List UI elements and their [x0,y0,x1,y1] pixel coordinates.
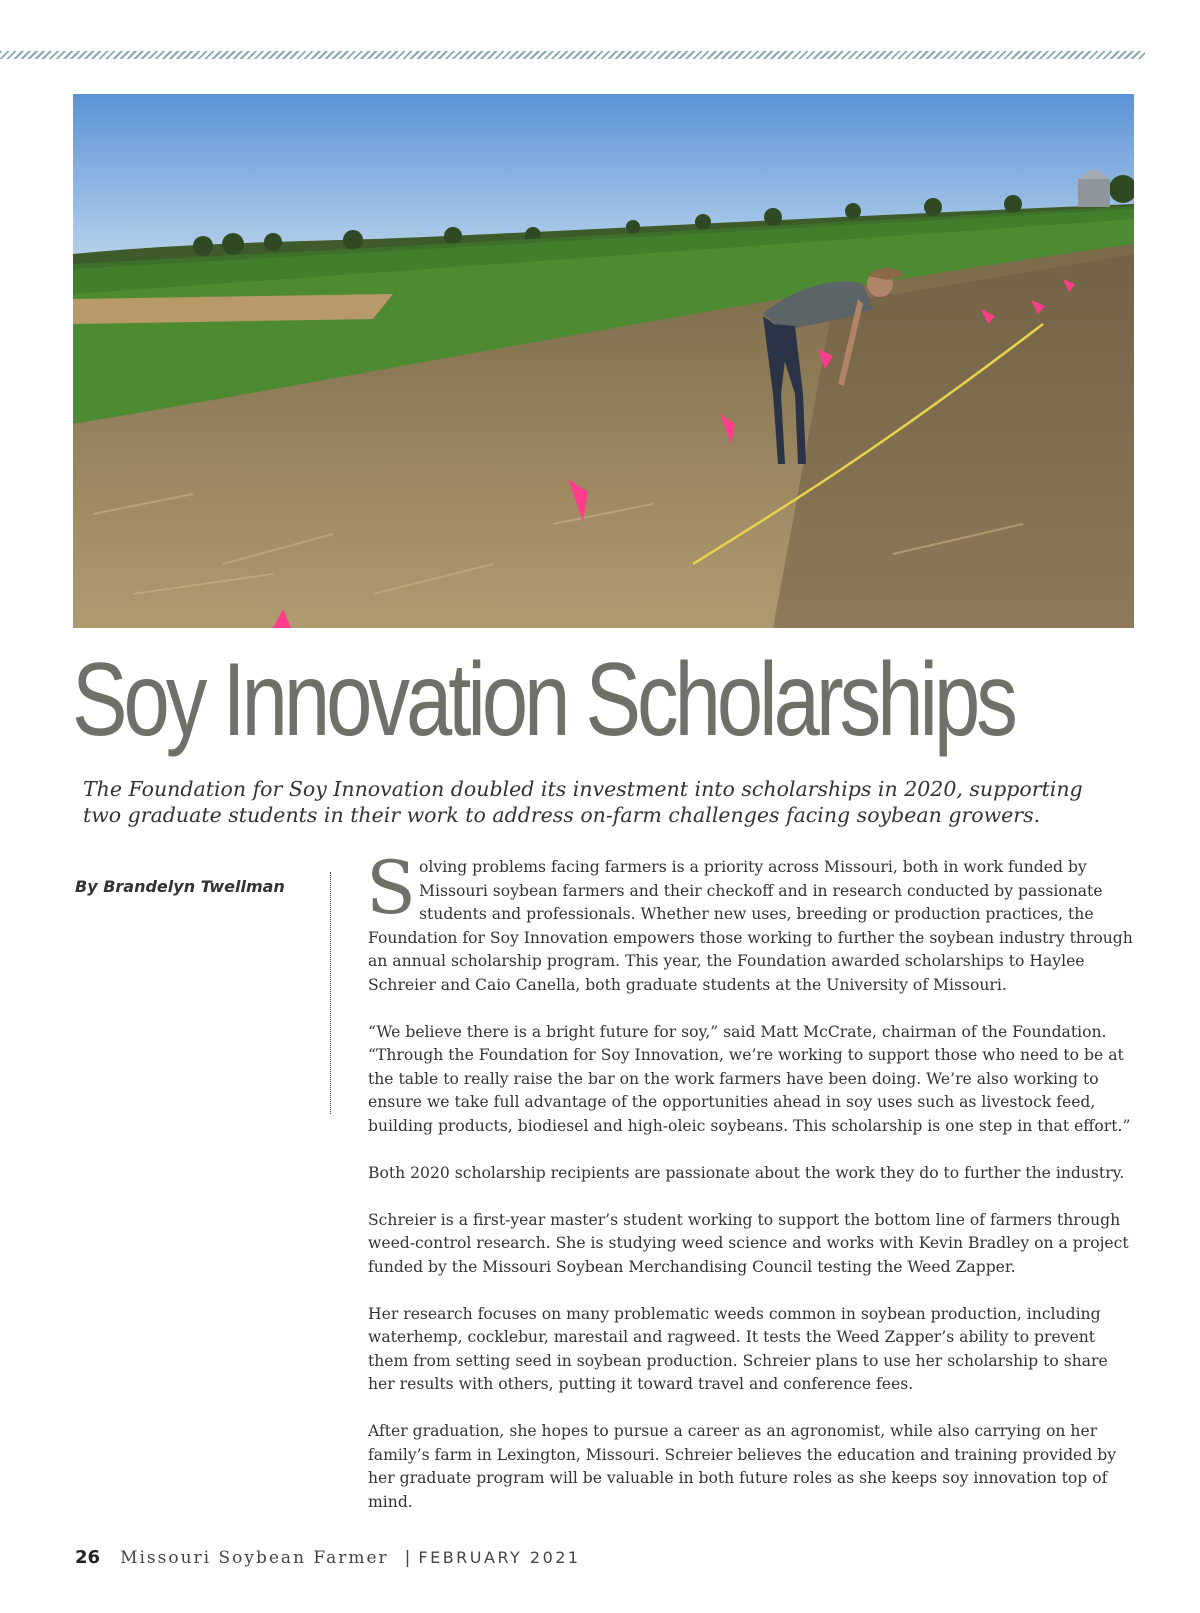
top-decorative-rule [0,51,1145,59]
column-divider [330,872,331,1114]
article-paragraph: Both 2020 scholarship recipients are passionate about the work they do to further the industry. [368,1163,1125,1182]
page-number: 26 [75,1547,101,1568]
drop-cap: S [366,846,417,931]
article-photo [73,94,1134,628]
article-paragraph [366,846,1138,997]
article-paragraph: Schreier is a first-year master’s student working to support the bottom line of farmers through weed-control research. She is studying weed science and works with Kevin Bradley on a project funded by the Missouri Soybean Merchandising Council testing the Weed Zapper. [368,1210,1129,1276]
article-body [366,846,1138,1538]
page-footer [75,1547,581,1568]
article-dek: The Foundation for Soy Innovation doubled its investment into scholarships in 2020, supporting two graduate students in their work to address on-farm challenges facing soybean growers. [83,777,1083,827]
article-paragraph: Her research focuses on many problematic weeds common in soybean production, including waterhemp, cocklebur, marestail and ragweed. It tests the Weed Zapper’s ability to prevent them from setting seed in soybean production. Schreier plans to use her scholarship to share her results with others, putting it toward travel and conference fees. [368,1304,1108,1393]
byline: By Brandelyn Twellman [75,877,285,896]
footer-separator: | [404,1548,411,1568]
paragraph-text: olving problems facing farmers is a priority across Missouri, both in work funded by Missouri soybean farmers and their checkoff and in research conducted by passionate students and professionals. Whether new uses, breeding or production practices, the Foundation for Soy Innovation empowers those working to further the soybean industry through an annual scholarship program. This year, the Foundation awarded scholarships to Haylee Schreier and Caio Canella, both graduate students at the University of Missouri. [368,858,1133,994]
article-paragraph: After graduation, she hopes to pursue a career as an agronomist, while also carrying on her family’s farm in Lexington, Missouri. Schreier believes the education and training provided by her graduate program will be valuable in both future roles as she keeps soy innovation top of mind. [368,1422,1117,1511]
article-headline: Soy Innovation Scholarships [72,642,1014,758]
publication-name: Missouri Soybean Farmer [120,1548,389,1568]
article-paragraph: “We believe there is a bright future for soy,” said Matt McCrate, chairman of the Foundation. “Through the Foundation for Soy Innovation, we’re working to support those who need to be at the table to really raise the bar on the work farmers have been doing. We’re also working to ensure we take full advantage of the opportunities ahead in soy uses such as livestock feed, building products, biodiesel and high-oleic soybeans. This scholarship is one step in that effort.” [368,1022,1131,1135]
issue-date: FEBRUARY 2021 [418,1548,581,1567]
